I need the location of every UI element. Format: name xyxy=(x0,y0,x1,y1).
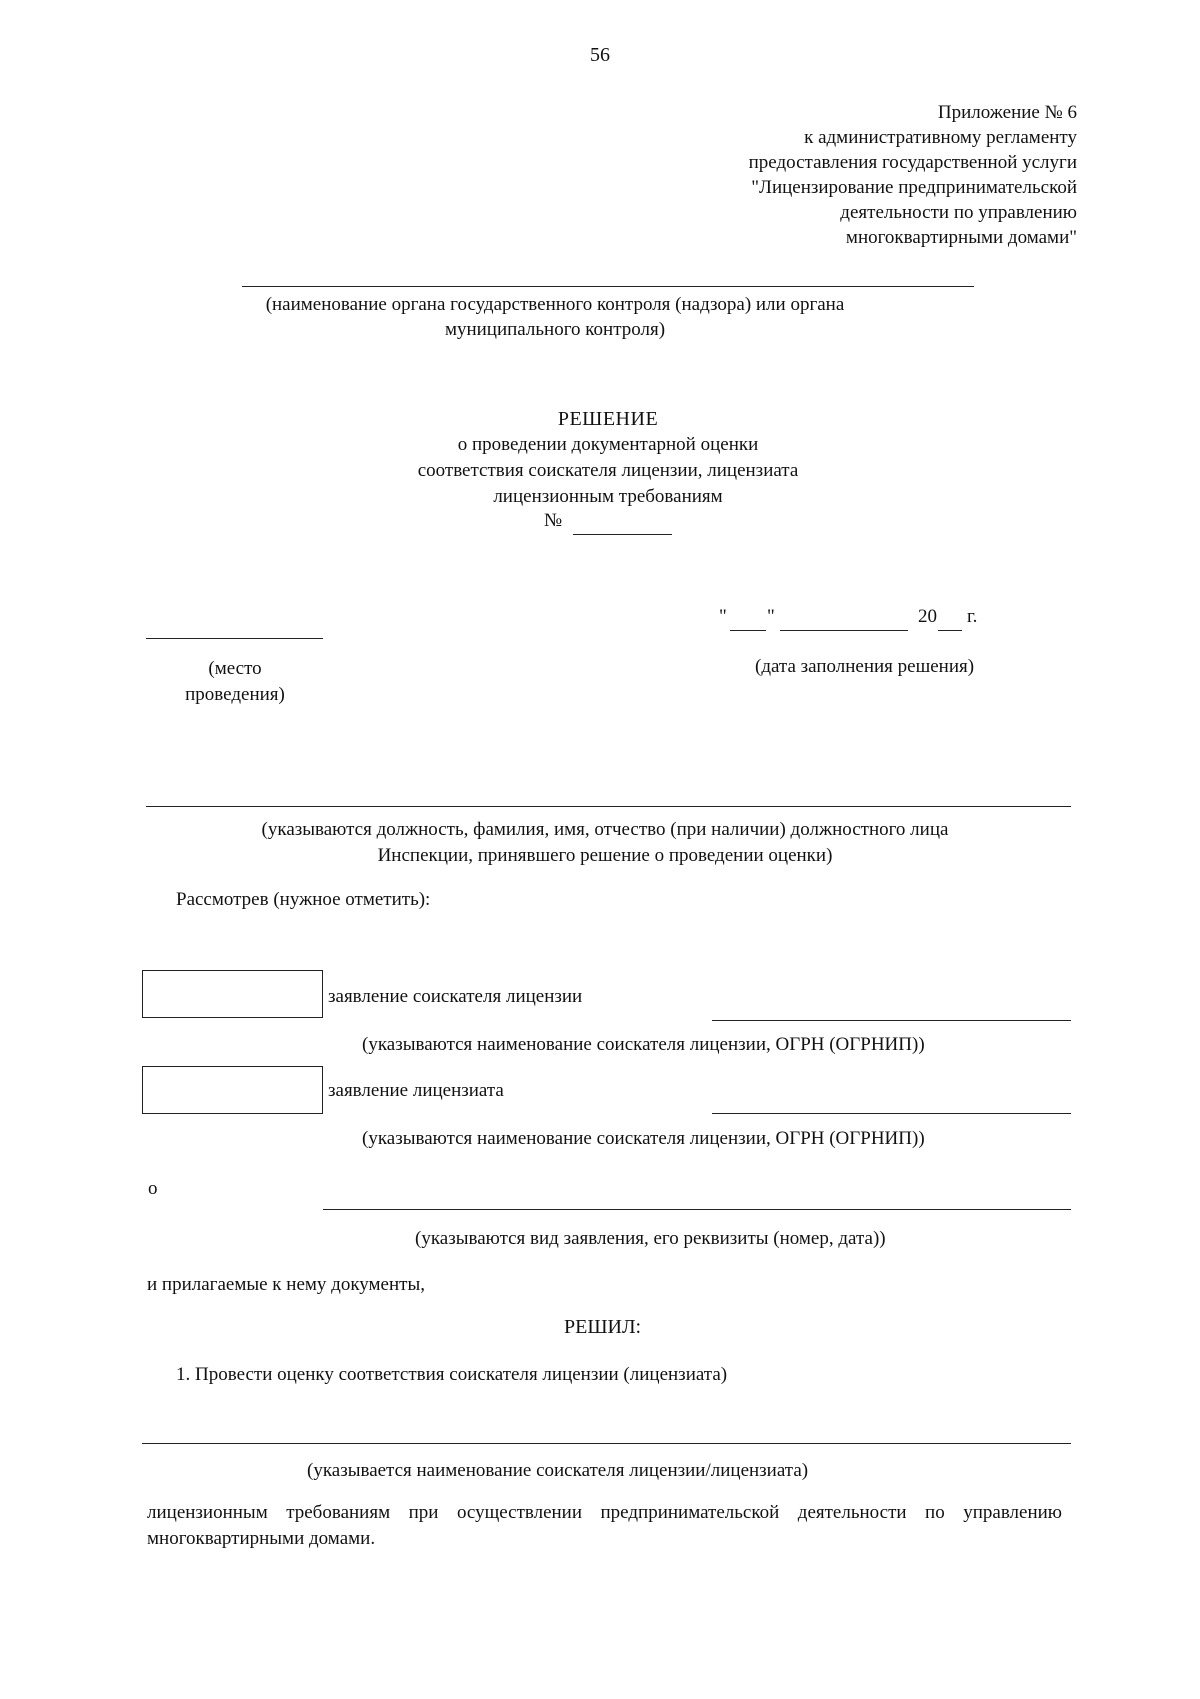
date-year-suffix: г. xyxy=(967,606,978,627)
licensee-option-label: заявление лицензиата xyxy=(328,1080,504,1101)
appendix-header xyxy=(749,100,1077,250)
final-paragraph: лицензионным требованиям при осуществлении предпринимательской деятельности по управлению многоквартирными домами. xyxy=(147,1502,1062,1549)
place-caption-line: проведения) xyxy=(185,684,285,705)
date-year-prefix: 20 xyxy=(918,606,937,627)
date-close-quote: " xyxy=(767,606,775,627)
official-caption-line: Инспекции, принявшего решение о проведении оценки) xyxy=(377,845,833,866)
attached-docs-text: и прилагаемые к нему документы, xyxy=(147,1274,425,1295)
decided-heading: РЕШИЛ: xyxy=(564,1316,642,1338)
place-caption xyxy=(175,656,295,708)
applicant-checkbox[interactable] xyxy=(142,970,323,1018)
place-line xyxy=(146,638,323,639)
org-caption xyxy=(0,292,1110,342)
applicant-caption: (указываются наименование соискателя лицензии, ОГРН (ОГРНИП)) xyxy=(362,1034,925,1055)
date-caption: (дата заполнения решения) xyxy=(755,656,975,677)
official-line xyxy=(146,806,1071,807)
org-caption-line: (наименование органа государственного контроля (надзора) или органа xyxy=(265,294,845,315)
licensee-full-name-line xyxy=(142,1443,1071,1444)
date-open-quote: " xyxy=(719,606,727,627)
considered-label: Рассмотрев (нужное отметить): xyxy=(176,889,431,910)
licensee-name-line xyxy=(712,1113,1071,1114)
application-line xyxy=(323,1209,1071,1210)
appendix-line: "Лицензирование предпринимательской xyxy=(751,177,1077,198)
official-caption-line: (указываются должность, фамилия, имя, отчество (при наличии) должностного лица xyxy=(261,819,949,840)
date-day-line xyxy=(730,630,766,631)
title-line: лицензионным требованиям xyxy=(493,486,723,507)
date-month-line xyxy=(780,630,908,631)
item-1-text: 1. Провести оценку соответствия соискателя лицензии (лицензиата) xyxy=(176,1364,728,1385)
applicant-name-line xyxy=(712,1020,1071,1021)
page-number: 56 xyxy=(590,44,610,66)
decision-number-label: № xyxy=(544,510,563,531)
licensee-checkbox[interactable] xyxy=(142,1066,323,1114)
appendix-line: многоквартирными домами" xyxy=(845,227,1077,248)
about-label: о xyxy=(148,1178,158,1199)
appendix-line: Приложение № 6 xyxy=(937,102,1077,123)
licensee-full-name-caption: (указывается наименование соискателя лицензии/лицензиата) xyxy=(307,1460,809,1481)
decision-title-block xyxy=(0,406,1200,510)
licensee-caption: (указываются наименование соискателя лицензии, ОГРН (ОГРНИП)) xyxy=(362,1128,925,1149)
appendix-line: к административному регламенту xyxy=(804,127,1077,148)
org-name-line xyxy=(242,286,974,287)
title-line: соответствия соискателя лицензии, лицензиата xyxy=(417,460,799,481)
appendix-line: предоставления государственной услуги xyxy=(748,152,1077,173)
decision-title: РЕШЕНИЕ xyxy=(557,408,659,430)
place-caption-line: (место xyxy=(208,658,262,679)
official-caption xyxy=(140,817,1070,869)
org-caption-line: муниципального контроля) xyxy=(444,319,666,340)
decision-number-line xyxy=(573,534,672,535)
applicant-option-label: заявление соискателя лицензии xyxy=(328,986,583,1007)
date-year-line xyxy=(938,630,962,631)
appendix-line: деятельности по управлению xyxy=(840,202,1077,223)
title-line: о проведении документарной оценки xyxy=(457,434,759,455)
application-caption: (указываются вид заявления, его реквизиты (номер, дата)) xyxy=(415,1228,886,1249)
